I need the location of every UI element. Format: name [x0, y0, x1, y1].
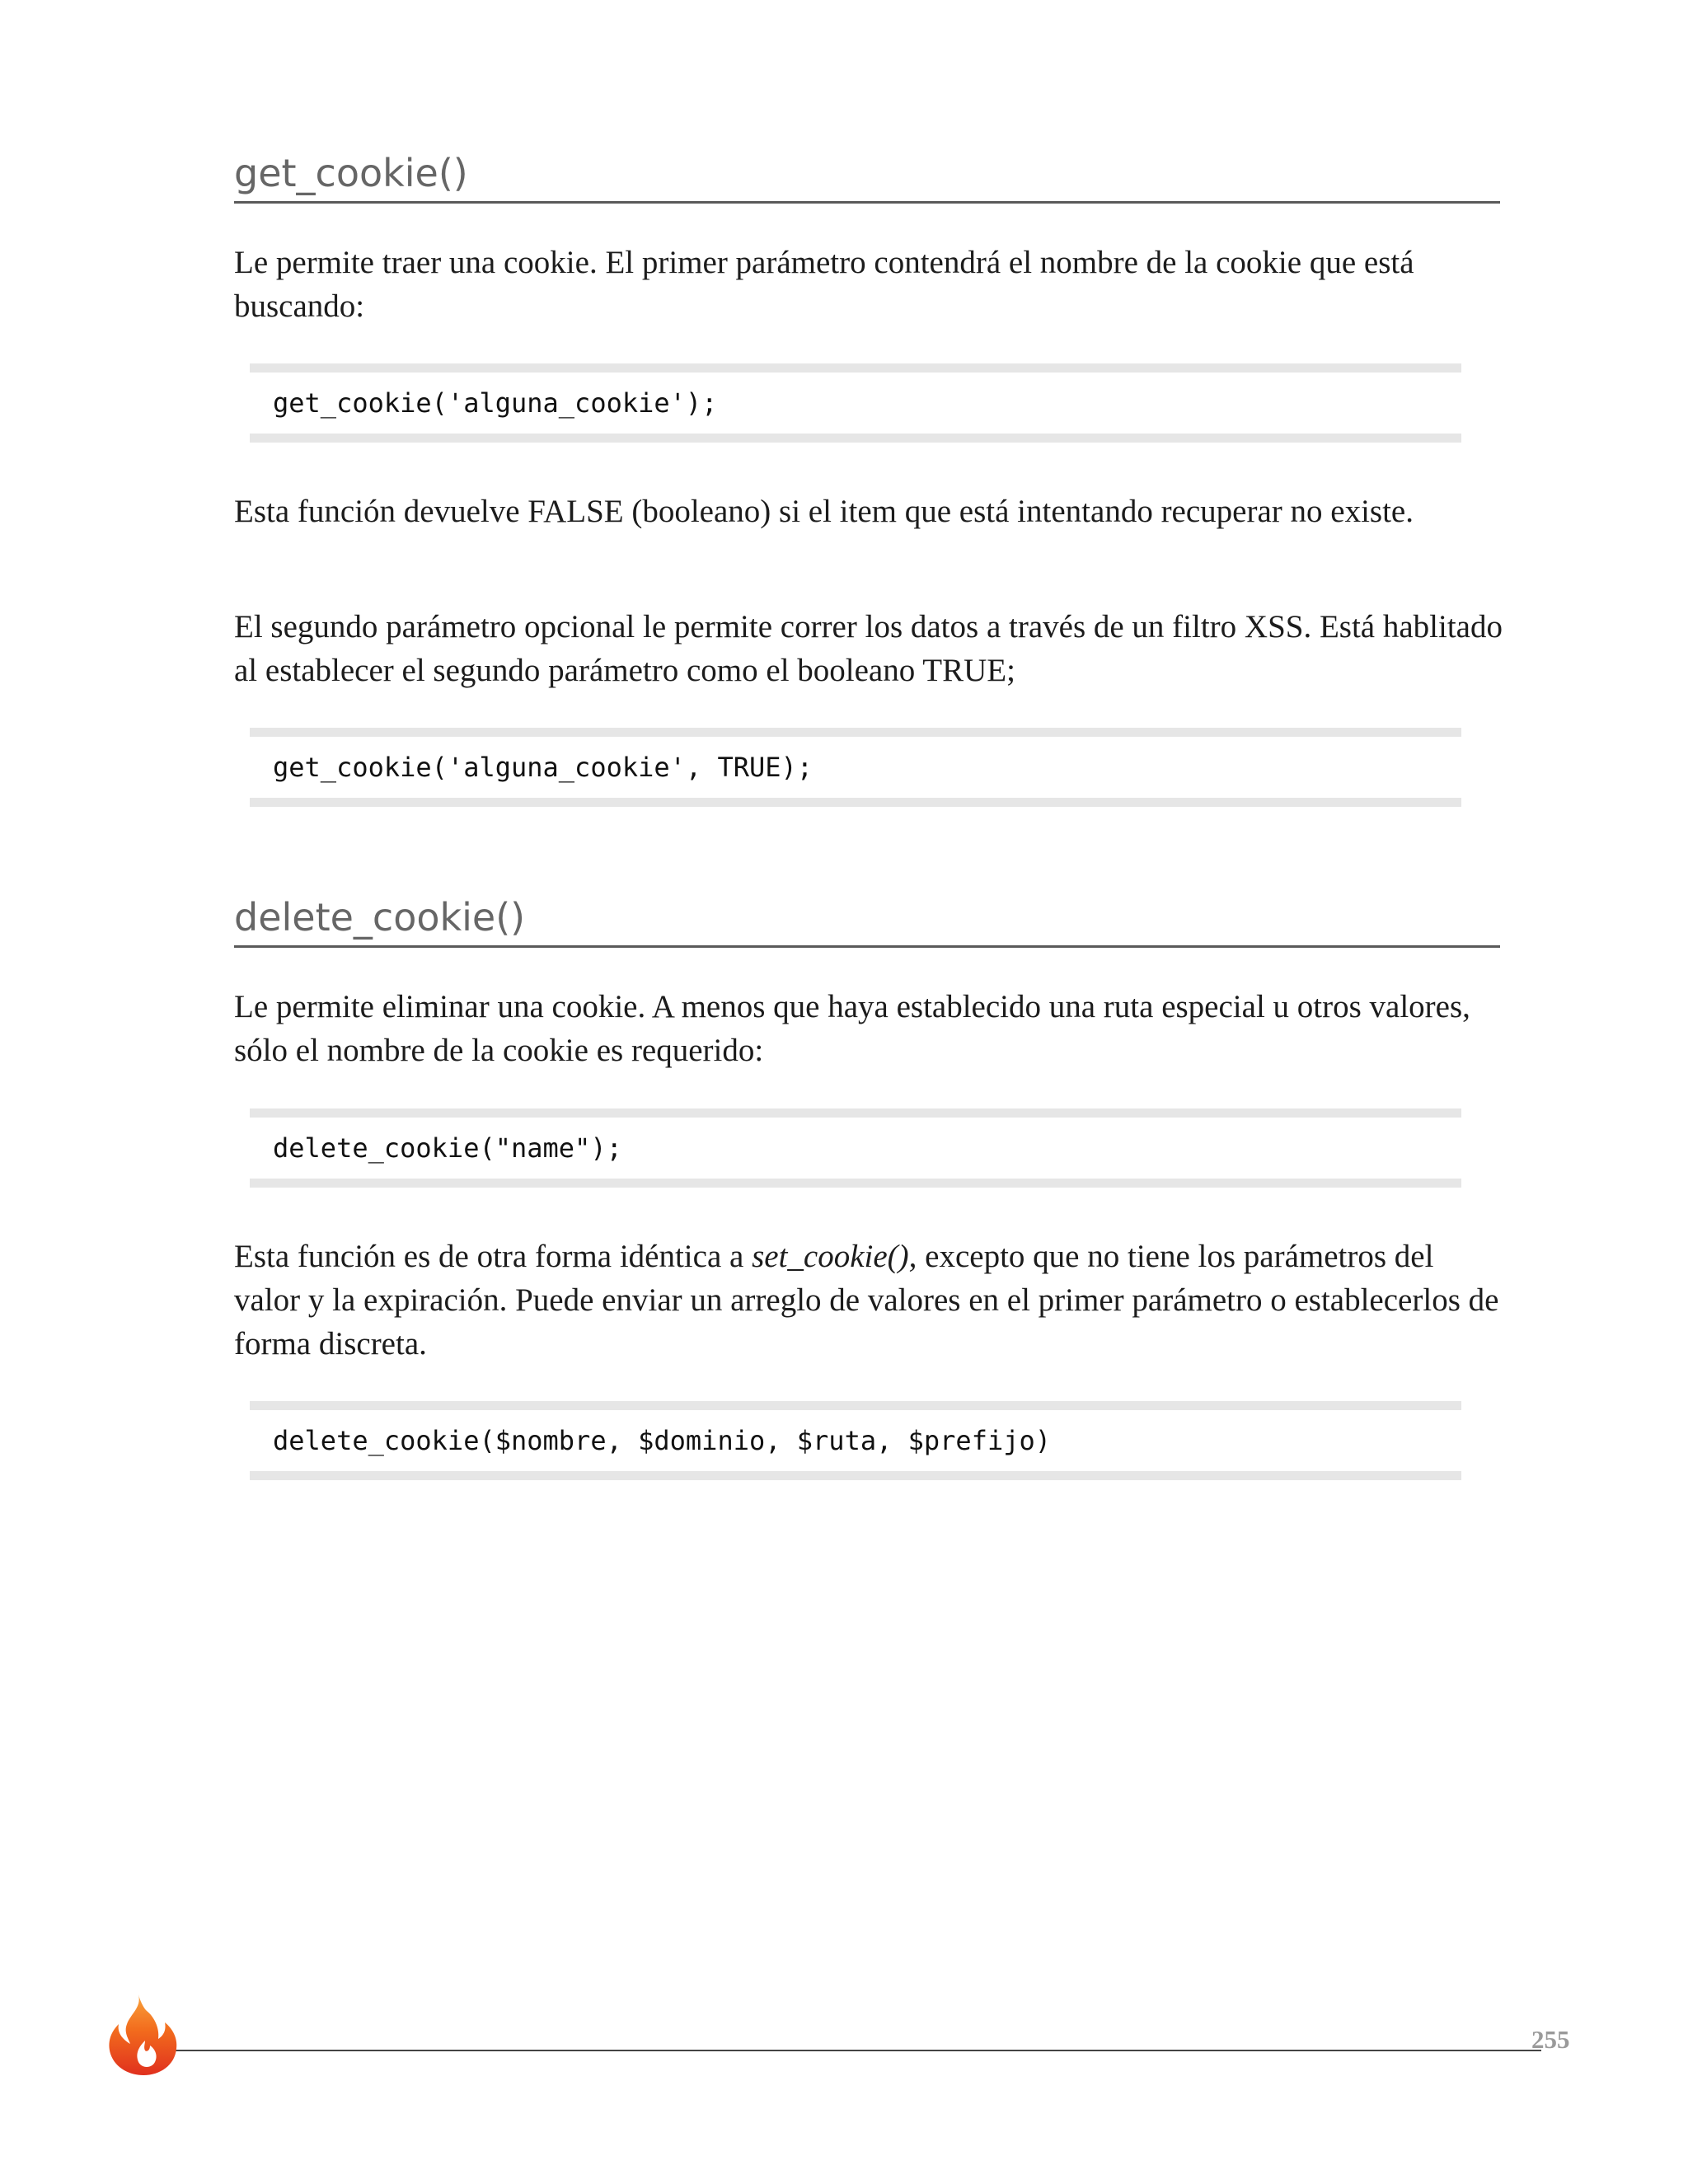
section-heading-get-cookie: get_cookie()	[234, 150, 1500, 204]
flame-logo-icon	[106, 1993, 180, 2075]
code-block-get-cookie	[250, 363, 1461, 443]
code-get-cookie-xss: get_cookie('alguna_cookie', TRUE);	[273, 752, 814, 783]
get-cookie-xss-note: El segundo parámetro opcional le permite correr los datos a través de un filtro XSS. Está hablitado al establecer el segundo parámetro como el booleano TRUE;	[234, 609, 1503, 688]
get-cookie-description: Le permite traer una cookie. El primer parámetro contendrá el nombre de la cookie que está buscando:	[234, 245, 1414, 324]
get-cookie-return-note: Esta función devuelve FALSE (booleano) si el item que está intentando recuperar no existe.	[234, 494, 1414, 529]
delete-cookie-description: Le permite eliminar una cookie. A menos que haya establecido una ruta especial u otros valores, sólo el nombre de la cookie es requerido:	[234, 989, 1470, 1068]
code-delete-cookie: delete_cookie("name");	[273, 1132, 622, 1164]
code-delete-cookie-params: delete_cookie($nombre, $dominio, $ruta, $prefijo)	[273, 1425, 1052, 1456]
page-number: 255	[1531, 2025, 1570, 2054]
code-block-delete-cookie	[250, 1108, 1461, 1188]
section-heading-delete-cookie: delete_cookie()	[234, 894, 1500, 948]
code-block-delete-cookie-params	[250, 1401, 1461, 1480]
note-text-end: excepto que no tiene los parámetros del valor y la expiración. Puede enviar un arreglo de valores en el primer parámetro o establecerlos de forma discreta.	[234, 1239, 1499, 1361]
set-cookie-reference: set_cookie(),	[752, 1239, 917, 1274]
delete-cookie-note	[234, 1235, 1503, 1366]
code-get-cookie: get_cookie('alguna_cookie');	[273, 387, 718, 419]
note-text-start: Esta función es de otra forma idéntica a	[234, 1239, 753, 1274]
footer-rule	[169, 2050, 1541, 2051]
code-block-get-cookie-xss	[250, 728, 1461, 807]
